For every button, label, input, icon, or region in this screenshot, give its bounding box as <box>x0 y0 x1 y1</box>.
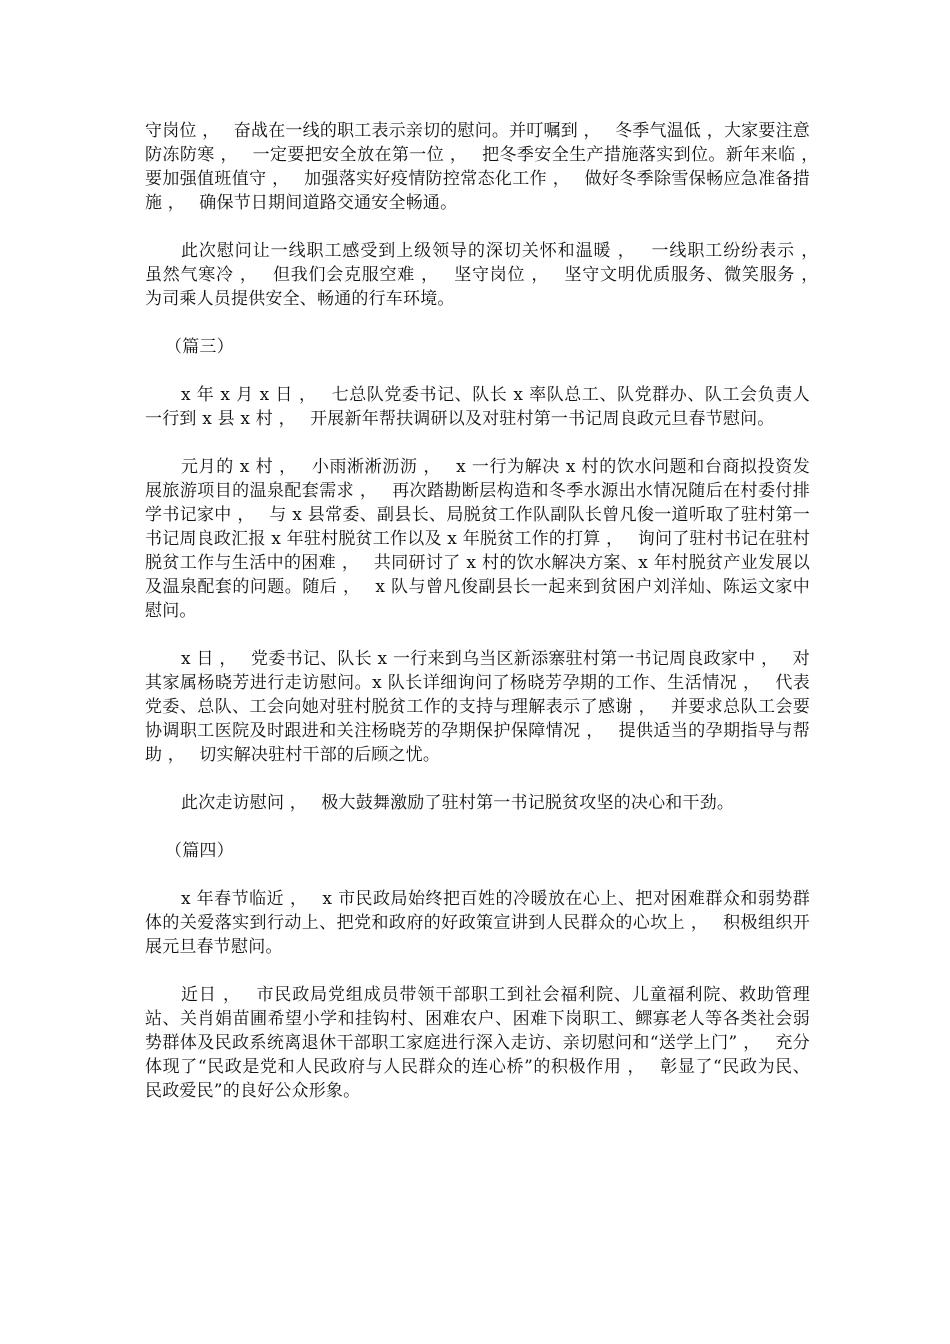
section-heading-part-four: （篇四） <box>165 841 234 861</box>
paragraph-visit-announcement: x 年 x 月 x 日 ， 七总队党委书记、队长 x 率队总工、队党群办、队工会负责人一行到 x 县 x 村 ， 开展新年帮扶调研以及对驻村第一书记周良政元旦春节慰问。 <box>145 385 810 429</box>
section-heading-part-three: （篇三） <box>165 337 234 357</box>
paragraph-village-visit: 元月的 x 村 ， 小雨淅淅沥沥 ， x 一行为解决 x 村的饮水问题和台商拟投资发展旅游项目的温泉配套需求 ， 再次踏勘断层构造和冬季水源出水情况随后在村委付排学书记家中 ， 与 x 县常委、副县长、局脱贫工作队副队长曾凡俊一道听取了驻村第一书记周良政汇报 x 年驻村脱贫工作以及 x 年脱贫工作的打算 ， 询问了驻村书记在驻村脱贫工作与生活中的困难 ， 共同研讨了 x 村的饮水解决方案、x 年村脱贫产业发展以及温泉配套的问题。随后 ， x 队与曾凡俊副县长一起来到贫困户刘洋灿、陈运文家中慰问。 <box>145 457 810 621</box>
paragraph-safety-reminder: 守岗位 ， 奋战在一线的职工表示亲切的慰问。并叮嘱到 ， 冬季气温低 ，大家要注意防冻防寒 ， 一定要把安全放在第一位 ， 把冬季安全生产措施落实到位。新年来临 ， 要加强值班值守 ， 加强落实好疫情防控常态化工作 ， 做好冬季除雪保畅应急准备措施 ， 确保节日期间道路交通安全畅通。 <box>145 121 833 213</box>
paragraph-civil-affairs-visits: 近日 ， 市民政局党组成员带领干部职工到社会福利院、儿童福利院、救助管理站、关肖娟苗圃希望小学和挂钩村、困难农户、困难下岗职工、鳏寡老人等各类社会弱势群体及民政系统离退休干部职工家庭进行深入走访、亲切慰问和“送学上门” ， 充分体现了“民政是党和人民政府与人民群众的连心桥”的积极作用 ， 彰显了“民政为民、民政爱民”的良好公众形象。 <box>145 985 810 1101</box>
paragraph-family-visit: x 日 ， 党委书记、队长 x 一行来到乌当区新添寨驻村第一书记周良政家中 ， 对其家属杨晓芳进行走访慰问。x 队长详细询问了杨晓芳孕期的工作、生活情况 ， 代表党委、总队、工会向她对驻村脱贫工作的支持与理解表示了感谢 ， 并要求总队工会要协调职工医院及时跟进和关注杨晓芳的孕期保护保障情况 ， 提供适当的孕期指导与帮助 ， 切实解决驻村干部的后顾之忧。 <box>145 649 810 765</box>
paragraph-visit-summary: 此次走访慰问 ， 极大鼓舞激励了驻村第一书记脱贫攻坚的决心和干劲。 <box>181 793 735 813</box>
paragraph-civil-affairs-intro: x 年春节临近 ， x 市民政局始终把百姓的冷暖放在心上、把对困难群众和弱势群体的关爱落实到行动上、把党和政府的好政策宣讲到人民群众的心坎上 ， 积极组织开展元旦春节慰问。 <box>145 889 810 957</box>
paragraph-worker-response: 此次慰问让一线职工感受到上级领导的深切关怀和温暖 ， 一线职工纷纷表示 ， 虽然气寒冷 ， 但我们会克服空难 ， 坚守岗位 ， 坚守文明优质服务、微笑服务 ， 为司乘人员提供安全、畅通的行车环境。 <box>145 241 833 309</box>
document-body <box>145 119 833 1127</box>
